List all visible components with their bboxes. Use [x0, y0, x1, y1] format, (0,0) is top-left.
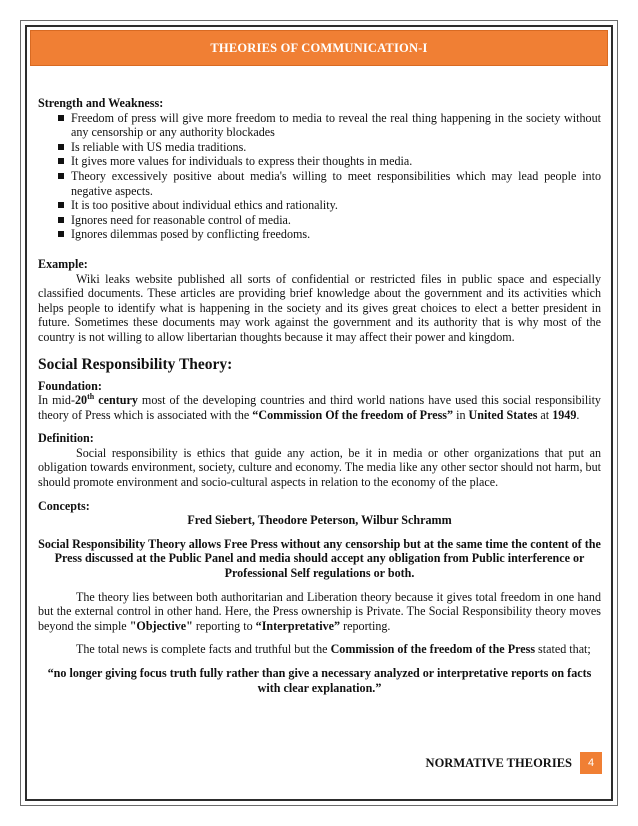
- text-run: at: [537, 407, 553, 422]
- example-paragraph: Wiki leaks website published all sorts of confidential or restricted files in public space and especially classified documents. These articles are providing brief knowledge about the government and its activities which helps people to identify what is happening in the society and its gives great choices to elect a better president in future. Sometimes these documents may work against the government and its authority that is why most of the country is not willing to allow libertarian thoughts because it may affect their power and kingdom.: [38, 271, 601, 344]
- footer: [426, 752, 602, 774]
- footer-label: NORMATIVE THEORIES: [425, 755, 572, 770]
- header-title: THEORIES OF COMMUNICATION-I: [210, 40, 428, 55]
- page-number: 4: [580, 752, 602, 774]
- list-item: Theory excessively positive about media's willing to meet responsibilities which may lead people into negative aspects.: [38, 169, 601, 198]
- text-run: stated that;: [535, 642, 591, 657]
- concepts-heading: Concepts:: [38, 498, 90, 513]
- text-run: The theory lies between both authoritarian and Liberation theory because it gives total freedom in one hand but the external control in other hand. Here, the Press ownership is Private. The Social Responsibility theory moves beyond the simple: [38, 589, 601, 633]
- text-run: In mid-: [38, 393, 75, 408]
- century-number: [75, 393, 138, 407]
- superscript: th: [87, 392, 95, 402]
- definition-heading: Definition:: [38, 431, 94, 446]
- text-run: in: [453, 407, 469, 422]
- bold-statement: Social Responsibility Theory allows Free Press without any censorship but at the same time the content of the Press discussed at the Public Panel and media should accept any obligation from Public interference or Professional Self regulations or both.: [38, 536, 601, 581]
- news-paragraph: [38, 642, 601, 657]
- text-run: most of the developing countries and third world nations have used this social responsibility theory of Press which is associated with the: [38, 393, 601, 422]
- strength-heading: Strength and Weakness:: [38, 96, 164, 110]
- list-item: Freedom of press will give more freedom to media to reveal the real thing happening in the society without any censorship or any authority blockades: [38, 111, 601, 140]
- text-run: 20: [74, 393, 88, 408]
- list-item: Ignores dilemmas posed by conflicting freedoms.: [38, 227, 601, 242]
- text-run: reporting.: [340, 618, 391, 633]
- strength-list: [38, 111, 601, 242]
- objective-term: "Objective": [129, 618, 193, 633]
- commission-name: Commission of the freedom of the Press: [330, 642, 536, 657]
- authors-line: Fred Siebert, Theodore Peterson, Wilbur Schramm: [187, 513, 452, 528]
- foundation-heading: Foundation:: [38, 378, 102, 393]
- list-item: It gives more values for individuals to express their thoughts in media.: [38, 154, 601, 169]
- section-title: Social Responsibility Theory:: [38, 355, 233, 373]
- header-bar: [30, 30, 608, 66]
- definition-paragraph: Social responsibility is ethics that guide any action, be it in media or other organizations that put an obligation towards environment, society, culture and economy. The media like any other sector should not harm, but should promote environment and socio-cultural aspects in relation to the economy of the place.: [38, 445, 601, 490]
- page-content: [38, 96, 601, 695]
- foundation-paragraph: [38, 393, 601, 422]
- country-name: United States: [468, 407, 538, 422]
- quote: “no longer giving focus truth fully rather than give a necessary analyzed or interpretative reports on facts with clear explanation.”: [47, 666, 592, 695]
- list-item: Is reliable with US media traditions.: [38, 140, 601, 155]
- list-item: Ignores need for reasonable control of media.: [38, 213, 601, 228]
- text-run: .: [576, 407, 580, 422]
- text-run: reporting to: [192, 618, 256, 633]
- text-run: The total news is complete facts and truthful but the: [76, 642, 331, 657]
- year: 1949: [552, 407, 577, 422]
- list-item: It is too positive about individual ethics and rationality.: [38, 198, 601, 213]
- interpretative-term: “Interpretative”: [255, 618, 341, 633]
- commission-name: “Commission Of the freedom of Press”: [252, 407, 454, 422]
- text-run: century: [94, 393, 138, 408]
- theory-paragraph: [38, 590, 601, 634]
- example-heading: Example:: [38, 256, 88, 271]
